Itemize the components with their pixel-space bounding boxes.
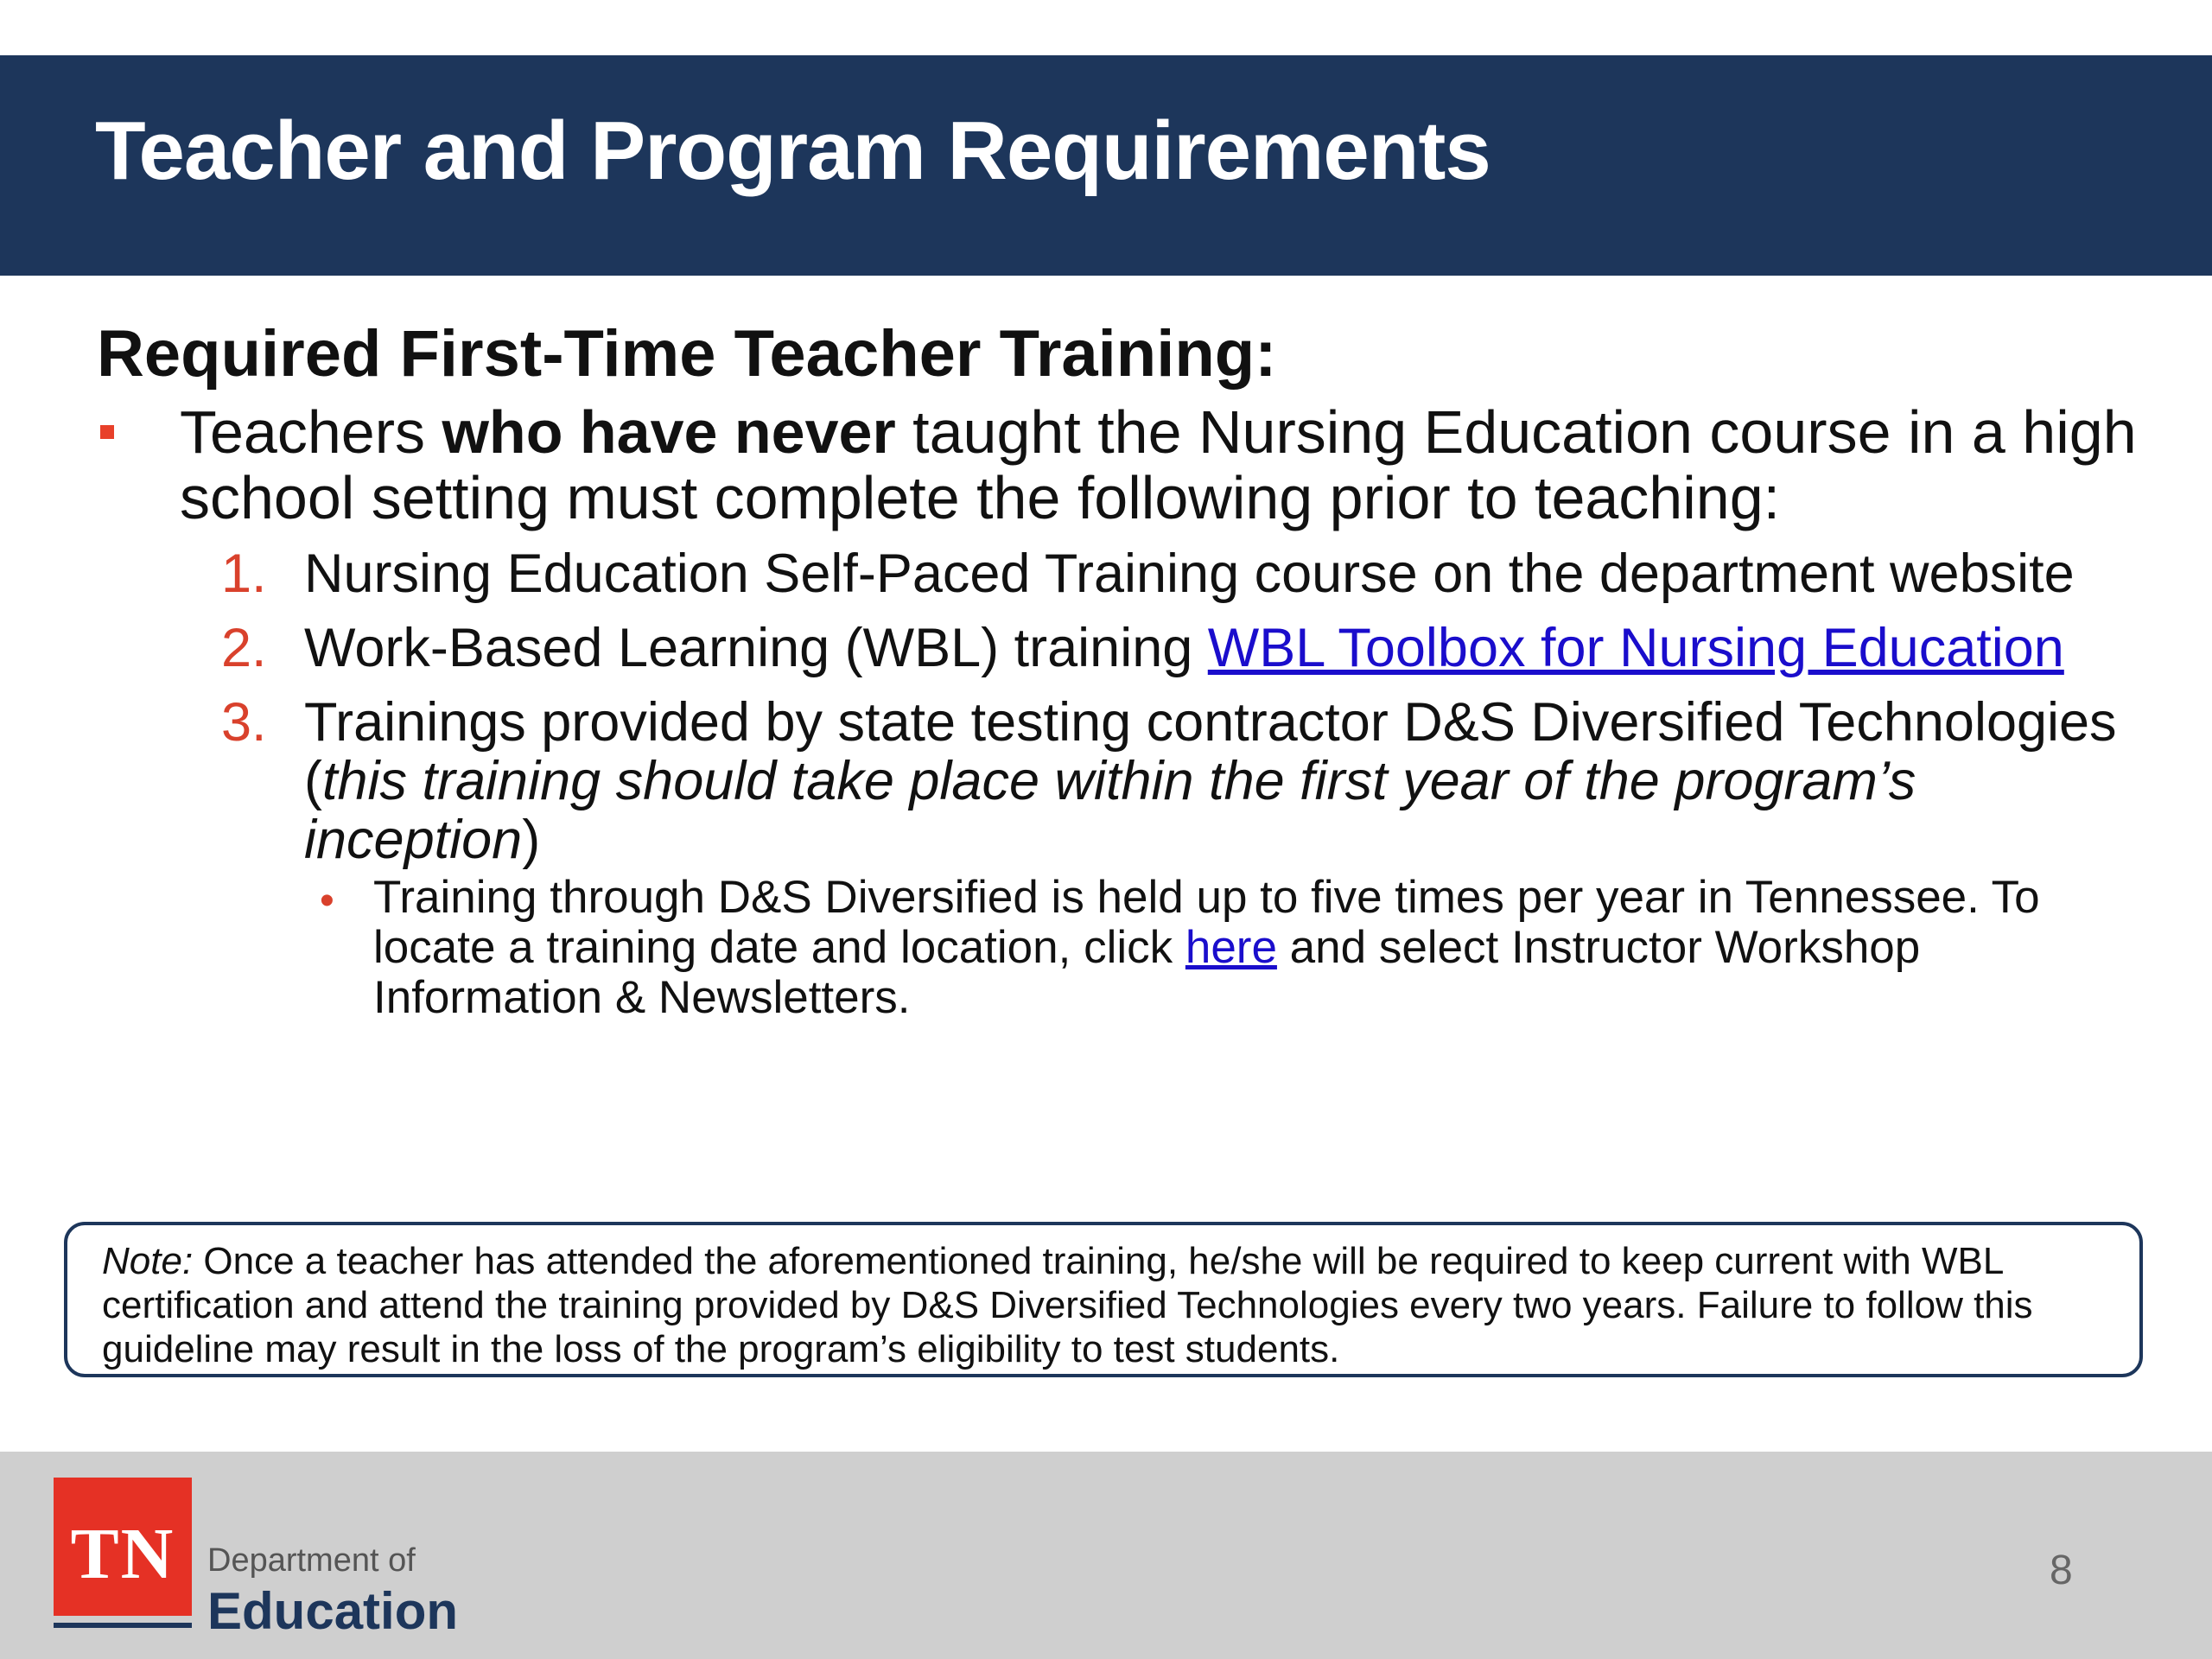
requirements-list	[97, 544, 2153, 1023]
slide-content	[97, 311, 2153, 1039]
note-label: Note:	[102, 1240, 194, 1282]
wbl-toolbox-link[interactable]: WBL Toolbox for Nursing Education	[1207, 618, 2064, 678]
list-item: 2. Work-Based Learning (WBL) training WBL Toolbox for Nursing Education	[221, 618, 2064, 678]
logo-education-text: Education	[207, 1582, 459, 1640]
main-bullet	[97, 399, 2153, 531]
main-bullet-text: Teachers who have never taught the Nursing Education course in a high school setting must complete the following prior to teaching:	[180, 398, 2137, 531]
list-item: 3. Trainings provided by state testing contractor D&S Diversified Technologies (this training should take place within the first year of the program’s inception) • Training through D&S Diversified is held up to five times per year in Tennessee. To locate a training date and location, click here and select Instructor Workshop Information & Newsletters.	[304, 693, 2153, 1023]
bullet-dot-icon: •	[320, 878, 334, 924]
italic-note: this training should take place within the first year of the program’s inception	[304, 751, 1916, 870]
item-number: 3.	[221, 692, 267, 753]
page-title: Teacher and Program Requirements	[95, 105, 1491, 197]
section-heading: Required First-Time Teacher Training:	[97, 317, 1277, 391]
tn-logo	[54, 1478, 192, 1616]
logo-underline	[54, 1623, 192, 1628]
item-number: 1.	[221, 543, 267, 604]
item-number: 2.	[221, 618, 267, 678]
sub-bullet: • Training through D&S Diversified is held up to five times per year in Tennessee. To locate a training date and location, click here and select Instructor Workshop Information & Newsletters.	[320, 872, 2040, 1023]
logo-department-text: Department of	[207, 1542, 416, 1579]
here-link[interactable]: here	[1185, 922, 1277, 973]
tn-logo-mark: TN	[70, 1514, 175, 1594]
square-bullet-icon	[100, 425, 114, 439]
note-box	[64, 1222, 2143, 1377]
page-number: 8	[2050, 1548, 2073, 1593]
emphasis-text: who have never	[442, 398, 896, 466]
list-item: 1. Nursing Education Self-Paced Training course on the department website	[221, 543, 2075, 604]
note-text: Once a teacher has attended the aforementioned training, he/she will be required to keep current with WBL certification and attend the training provided by D&S Diversified Technologies every two years. Failure to follow this guideline may result in the loss of the program’s eligibility to test students.	[102, 1240, 2033, 1370]
